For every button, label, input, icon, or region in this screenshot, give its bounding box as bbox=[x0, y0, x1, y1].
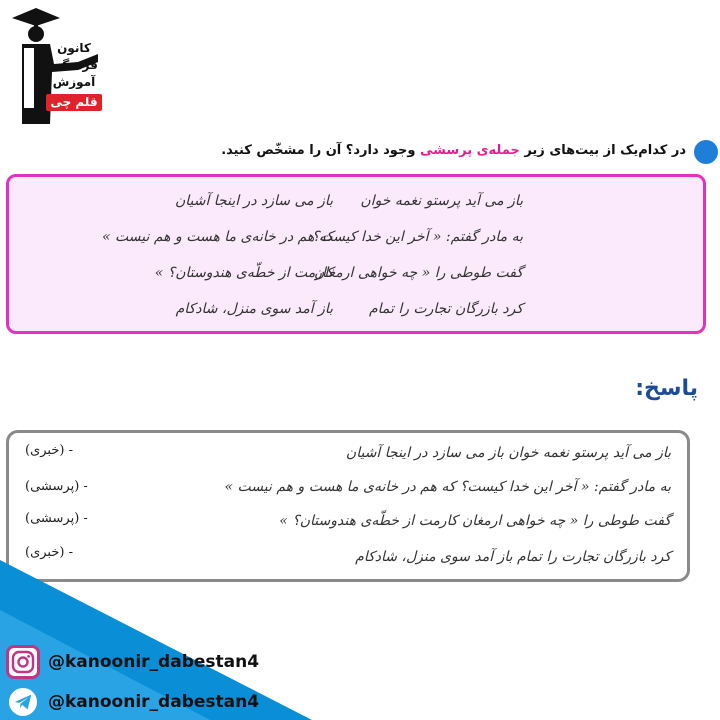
question-highlight: جمله‌ی پرسشی bbox=[419, 143, 520, 158]
poem-line-l4: باز آمد سوی منزل، شادکام bbox=[175, 301, 333, 317]
logo-text-amoozesh: آموزش bbox=[52, 75, 96, 89]
answer-row-tag: - (خبری) bbox=[25, 443, 73, 458]
instagram-row[interactable] bbox=[6, 644, 259, 680]
answer-heading: پاسخ: bbox=[635, 376, 698, 401]
answer-row-text: باز می آید پرستو نغمه خوان باز می سازد در اینجا آشیان bbox=[345, 445, 671, 461]
poem-line-l2: که هم در خانه‌ی ما هست و هم نیست » bbox=[102, 229, 333, 245]
poem-line-r4: کرد بازرگان تجارت را تمام bbox=[368, 301, 523, 317]
instagram-handle[interactable]: @kanoonir_dabestan4 bbox=[48, 652, 260, 672]
logo-text-kanoon: کانون bbox=[57, 41, 91, 55]
poem-line-l1: باز می سازد در اینجا آشیان bbox=[174, 193, 333, 209]
poem-line-r1: باز می آید پرستو نغمه خوان bbox=[360, 193, 523, 209]
answer-row-text: گفت طوطی را « چه خواهی ارمغان کارمت از خطّه‌ی هندوستان؟ » bbox=[279, 513, 671, 529]
answer-row-tag: - (پرسشی) bbox=[25, 479, 88, 494]
poem-line-l3: کارمت از خطّه‌ی هندوستان؟ » bbox=[154, 265, 333, 281]
poem-line-r2: به مادر گفتم: « آخر این خدا کیست؟ bbox=[311, 229, 523, 245]
telegram-handle[interactable]: @kanoonir_dabestan4 bbox=[48, 692, 260, 712]
answer-row-tag: - (خبری) bbox=[25, 545, 73, 560]
answer-row-text: کرد بازرگان تجارت را تمام باز آمد سوی منزل، شادکام bbox=[355, 549, 671, 565]
question-part1: در کدام‌یک از بیت‌های زیر bbox=[524, 143, 686, 158]
answer-row-tag: - (پرسشی) bbox=[25, 511, 88, 526]
logo-text-qalamchi: قلم چی bbox=[46, 94, 101, 111]
poem-line-r3: گفت طوطی را « چه خواهی ارمغان bbox=[313, 265, 523, 281]
telegram-icon[interactable] bbox=[6, 685, 40, 719]
question-part2: وجود دارد؟ آن را مشخّص کنید. bbox=[221, 143, 416, 158]
telegram-row[interactable] bbox=[6, 684, 259, 720]
answer-row-text: به مادر گفتم: « آخر این خدا کیست؟ که هم در خانه‌ی ما هست و هم نیست » bbox=[224, 479, 671, 495]
instagram-icon[interactable] bbox=[6, 645, 40, 679]
logo-text-farhangi: فرهنگی bbox=[50, 58, 98, 72]
